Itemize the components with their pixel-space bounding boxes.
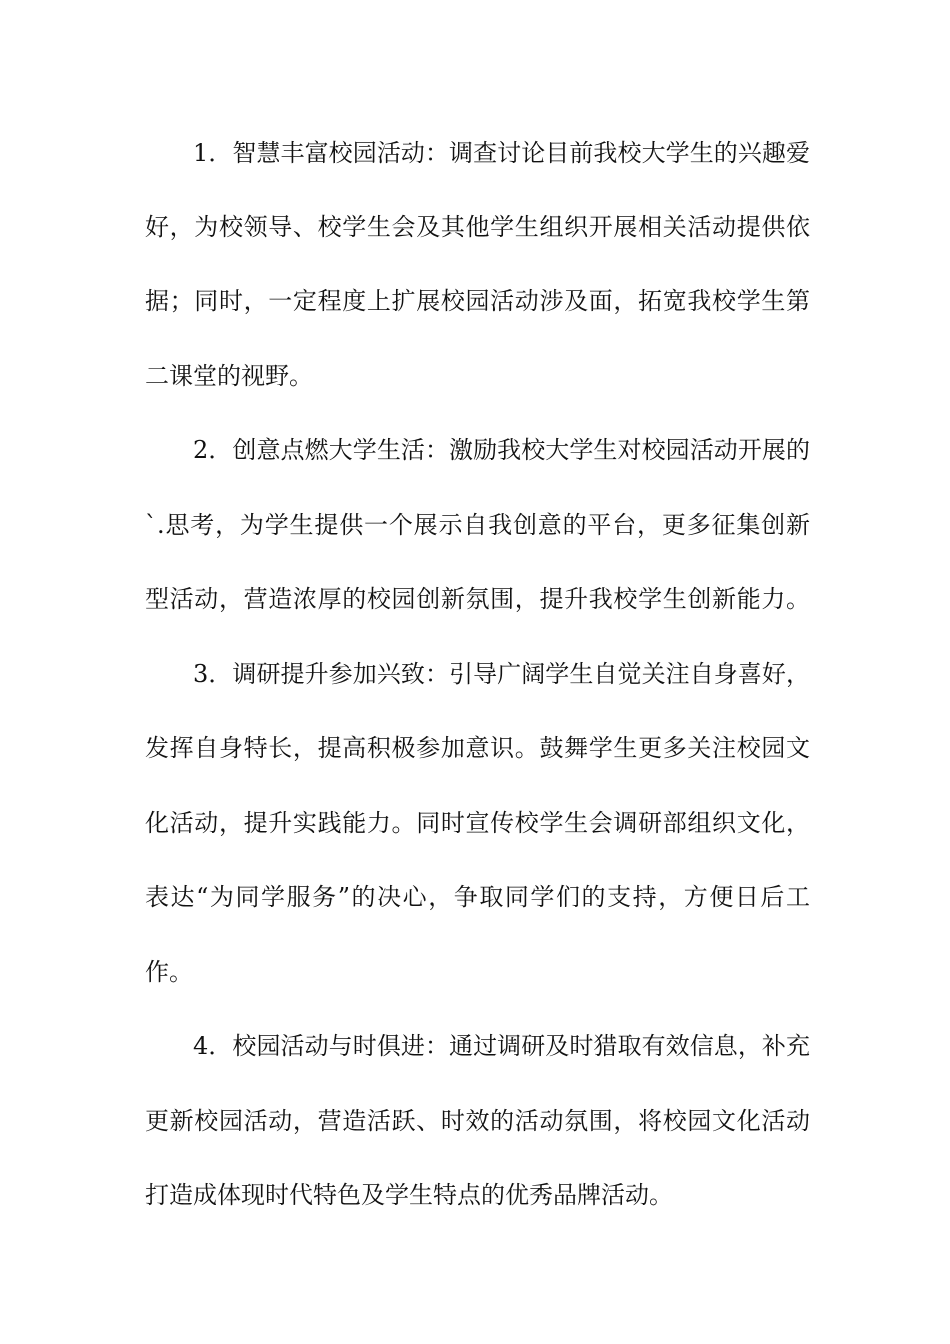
paragraph-1-line-3: 据；同时，一定程度上扩展校园活动涉及面，拓宽我校学生第 [145, 287, 810, 315]
paragraph-3-line-5: 作。 [145, 958, 193, 986]
paragraph-3-line-1: 3．调研提升参加兴致：引导广阔学生自觉关注自身喜好， [193, 660, 810, 688]
paragraph-3-line-4: 表达“为同学服务”的决心，争取同学们的支持，方便日后工 [145, 883, 810, 911]
paragraph-1-line-1: 1．智慧丰富校园活动：调查讨论目前我校大学生的兴趣爱 [193, 139, 810, 167]
paragraph-3-line-3: 化活动，提升实践能力。同时宣传校学生会调研部组织文化， [145, 809, 810, 837]
paragraph-4-line-3: 打造成体现时代特色及学生特点的优秀品牌活动。 [145, 1181, 673, 1209]
paragraph-4-line-2: 更新校园活动，营造活跃、时效的活动氛围，将校园文化活动 [145, 1107, 810, 1135]
paragraph-2-line-3: 型活动，营造浓厚的校园创新氛围，提升我校学生创新能力。 [145, 585, 810, 613]
paragraph-1-line-2: 好，为校领导、校学生会及其他学生组织开展相关活动提供依 [145, 213, 810, 241]
paragraph-2-line-1: 2．创意点燃大学生活：激励我校大学生对校园活动开展的 [193, 436, 810, 464]
paragraph-1-line-4: 二课堂的视野。 [145, 362, 313, 390]
paragraph-2-line-2: `.思考，为学生提供一个展示自我创意的平台，更多征集创新 [145, 511, 810, 539]
paragraph-3-line-2: 发挥自身特长，提高积极参加意识。鼓舞学生更多关注校园文 [145, 734, 810, 762]
paragraph-4-line-1: 4．校园活动与时俱进：通过调研及时猎取有效信息，补充 [193, 1032, 810, 1060]
